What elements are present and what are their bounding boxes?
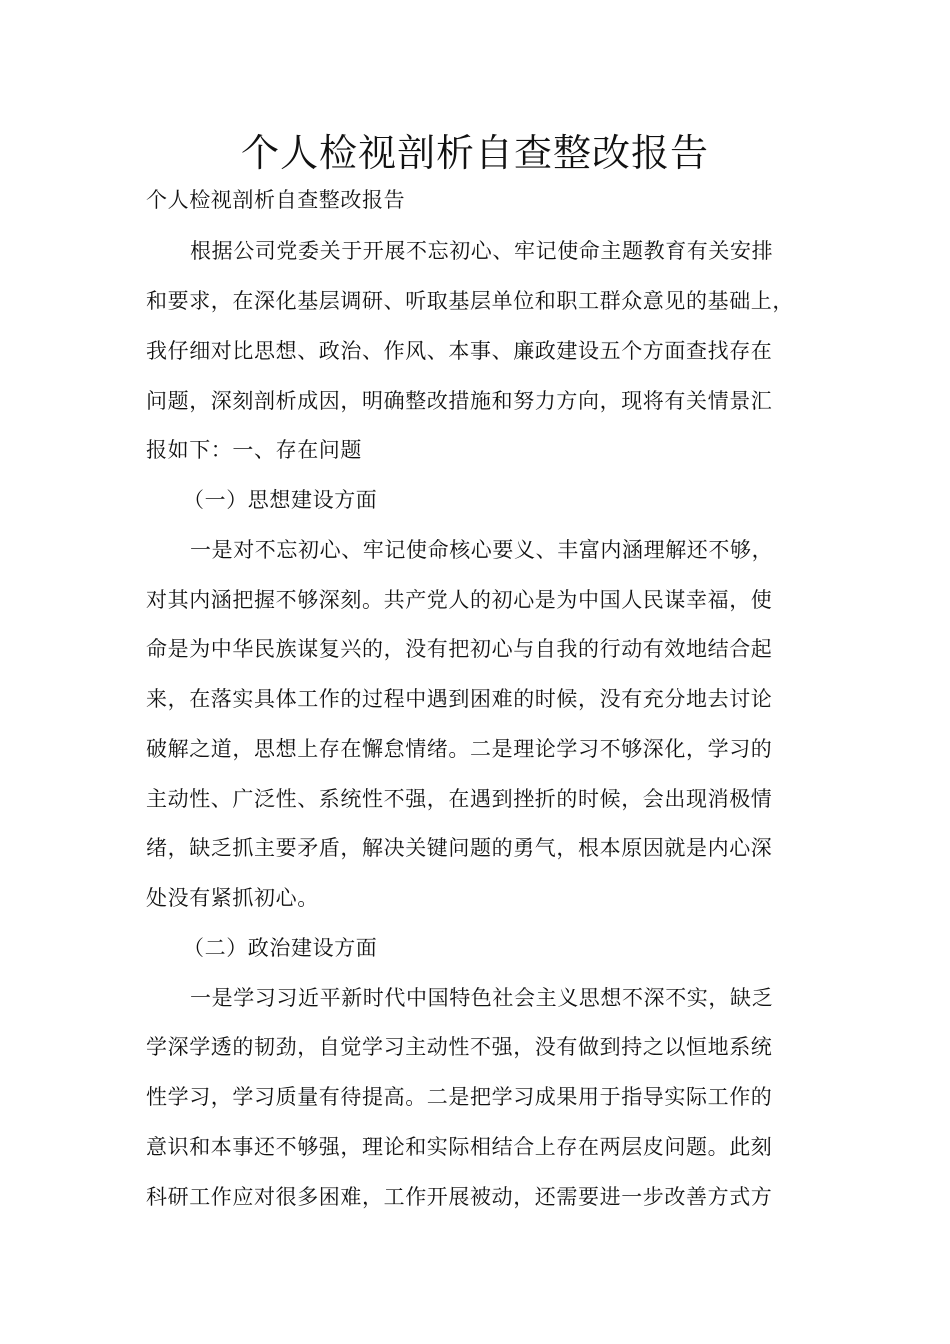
paragraph-1-line-1: 根据公司党委关于开展不忘初心、牢记使命主题教育有关安排 [190,239,774,263]
paragraph-2-line-1: 一是对不忘初心、牢记使命核心要义、丰富内涵理解还不够， [190,538,774,562]
document-subtitle: 个人检视剖析自查整改报告 [146,188,406,212]
paragraph-1-line-5: 报如下：一、存在问题 [146,438,362,462]
document-title: 个人检视剖析自查整改报告 [240,131,709,175]
paragraph-1-line-4: 问题，深刻剖析成因，明确整改措施和努力方向，现将有关情景汇 [146,389,773,413]
paragraph-1-line-3: 我仔细对比思想、政治、作风、本事、廉政建设五个方面查找存在 [146,339,773,363]
paragraph-2-line-5: 破解之道，思想上存在懈怠情绪。二是理论学习不够深化，学习的 [146,737,773,761]
paragraph-1-line-2: 和要求，在深化基层调研、听取基层单位和职工群众意见的基础上， [146,289,794,313]
paragraph-3-line-3: 性学习，学习质量有待提高。二是把学习成果用于指导实际工作的 [146,1085,773,1109]
paragraph-3-line-4: 意识和本事还不够强，理论和实际相结合上存在两层皮问题。此刻 [146,1135,773,1159]
paragraph-2-line-7: 绪，缺乏抓主要矛盾，解决关键问题的勇气，根本原因就是内心深 [146,836,773,860]
paragraph-3-line-1: 一是学习习近平新时代中国特色社会主义思想不深不实，缺乏 [190,986,774,1010]
paragraph-3-line-2: 学深学透的韧劲，自觉学习主动性不强，没有做到持之以恒地系统 [146,1035,773,1059]
paragraph-2-line-6: 主动性、广泛性、系统性不强，在遇到挫折的时候，会出现消极情 [146,787,773,811]
paragraph-2-line-2: 对其内涵把握不够深刻。共产党人的初心是为中国人民谋幸福，使 [146,588,773,612]
paragraph-2-line-8: 处没有紧抓初心。 [146,886,319,910]
paragraph-3-line-5: 科研工作应对很多困难，工作开展被动，还需要进一步改善方式方 [146,1185,773,1209]
paragraph-2-line-3: 命是为中华民族谋复兴的，没有把初心与自我的行动有效地结合起 [146,637,773,661]
section-2-heading: （二）政治建设方面 [183,936,378,960]
section-1-heading: （一）思想建设方面 [183,488,378,512]
paragraph-2-line-4: 来，在落实具体工作的过程中遇到困难的时候，没有充分地去讨论 [146,687,773,711]
